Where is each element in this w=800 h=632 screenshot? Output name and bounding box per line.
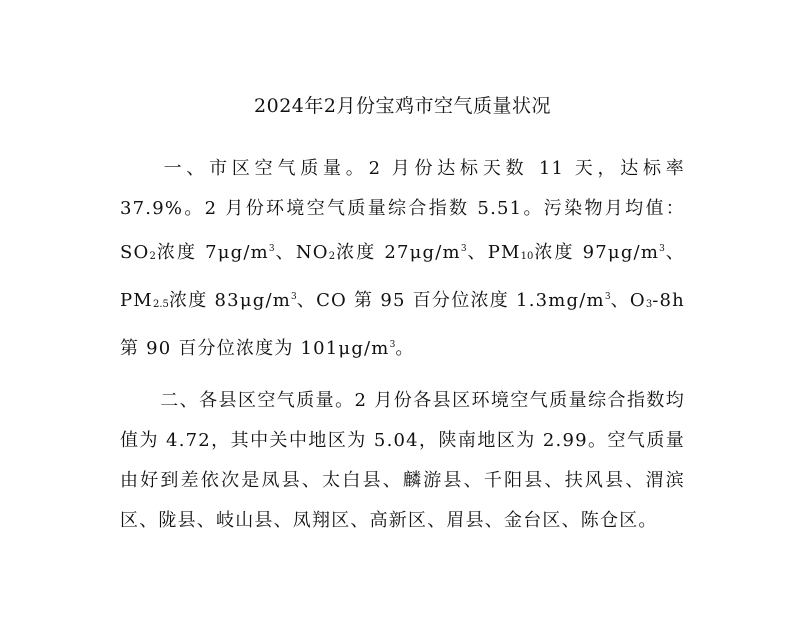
co-unit-cube: 3 <box>604 292 611 302</box>
pollutant-intro: 污染物月均值： <box>543 198 685 219</box>
co-value: 、CO 第 95 百分位浓度 1.3mg/m <box>296 290 605 311</box>
section1-end: 。 <box>395 338 415 359</box>
so2-label: SO <box>120 242 150 263</box>
section-air-quality-counties <box>120 381 685 541</box>
o3-subscript: 3 <box>645 299 653 310</box>
no2-unit-cube: 3 <box>460 244 467 254</box>
section1-heading: 一、市区空气质量。 <box>160 158 369 179</box>
composite-index-sentence: 2 月份环境空气质量综合指数 5.51。 <box>204 198 544 219</box>
o3-unit-cube: 3 <box>389 340 396 350</box>
pm10-label: 、PM <box>466 242 521 263</box>
pm25-unit-cube: 3 <box>290 292 297 302</box>
o3-value: -8h 第 90 百分位浓度为 101μg/m <box>120 290 685 359</box>
pm10-unit-cube: 3 <box>659 244 665 254</box>
o3-label: 、O <box>610 290 646 311</box>
pm25-value: 浓度 83μg/m <box>168 290 291 311</box>
section-air-quality-city <box>120 149 685 369</box>
section2-heading: 二、各县区空气质量。 <box>160 390 355 411</box>
document-title: 2024年2月份宝鸡市空气质量状况 <box>254 95 551 117</box>
compliance-days-sentence: 2 月份达标天数 11 天，达标率 37.9%。 <box>120 158 685 219</box>
document-body <box>120 92 685 541</box>
section2-text: 2 月份各县区环境空气质量综合指数均值为 4.72，其中关中地区为 5.04，陕南地区为 2.99。空气质量由好到差依次是凤县、太白县、麟游县、千阳县、扶风县、渭滨区、陇县、岐山县、凤翔区、高新区、眉县、金台区、陈仓区。 <box>120 390 686 531</box>
no2-subscript: 2 <box>328 251 336 262</box>
so2-value: 浓度 7μg/m <box>155 242 269 263</box>
pm25-subscript: 2.5 <box>152 299 169 310</box>
no2-value: 浓度 27μg/m <box>335 242 461 263</box>
pm25-label: 、PM <box>120 242 686 311</box>
pm10-subscript: 10 <box>520 251 534 262</box>
pm10-value: 浓度 97μg/m <box>533 242 660 263</box>
no2-label: 、NO <box>274 242 329 263</box>
so2-subscript: 2 <box>149 251 156 262</box>
so2-unit-cube: 3 <box>268 244 275 254</box>
